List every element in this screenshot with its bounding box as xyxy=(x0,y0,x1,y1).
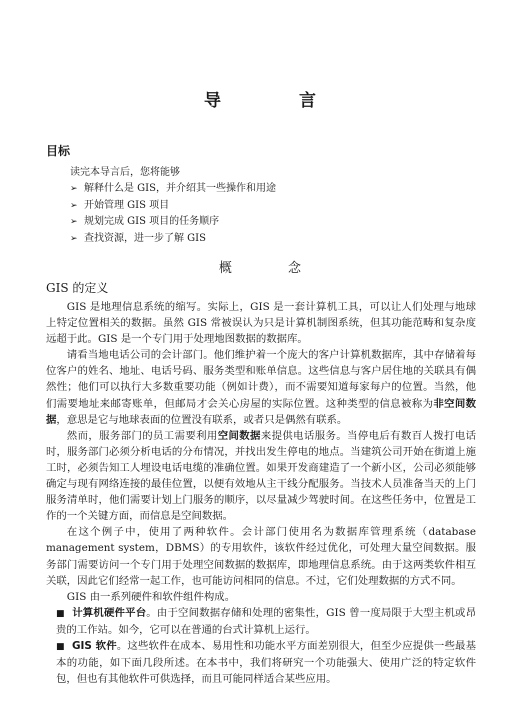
paragraph: 请看当地电话公司的会计部门。他们维护着一个庞大的客户计算机数据库，其中存储着每位客户的姓名、地址、电话号码、服务类型和账单信息。这些信息与客户居住地的关联具有偶然性；他们可以执行大多数重要功能（例如计费），而不需要知道每家每户的位置。当然，他们需要地址来邮寄账单，但邮局才会关心房屋的实际位置。这种类型的信息被称为非空间数据，意思是它与地球表面的位置没有联系，或者只是偶然有联系。 xyxy=(46,349,476,426)
list-item: ➢ 规划完成 GIS 项目的任务顺序 xyxy=(70,214,276,231)
list-item: ➢ 开始管理 GIS 项目 xyxy=(70,198,276,215)
section-title: 概 念 xyxy=(218,261,328,276)
objectives-list xyxy=(70,181,276,247)
paragraph: 然而，服务部门的员工需要利用空间数据来提供电话服务。当停电后有数百人拨打电话时，服务部门必须分析电话的分布情况，并找出发生停电的地点。当建筑公司开始在街道上施工时，必须告知工人埋设电话电缆的准确位置。如果开发商建造了一个新小区，公司必须能够确定与现有网络连接的最佳位置，以便有效地从主干线分配服务。当技术人员准备当天的上门服务清单时，他们需要计划上门服务的顺序，以尽量减少驾驶时间。在这些任务中，位置是工作的一个关键方面，而信息是空间数据。 xyxy=(46,429,477,523)
bullet-item: ■ 计算机硬件平台。由于空间数据存储和处理的密集性，GIS 曾一度局限于大型主机或昂贵的工作站。如今，它可以在普通的台式计算机上运行。 xyxy=(56,606,477,636)
list-item: ➢ 查找资源，进一步了解 GIS xyxy=(70,231,276,248)
list-item: ➢ 解释什么是 GIS，并介绍其一些操作和用途 xyxy=(70,181,276,198)
subsection-title: GIS 的定义 xyxy=(46,281,109,295)
bullet-item: ■ GIS 软件。这些软件在成本、易用性和功能水平方面差别很大，但至少应提供一些最基本的功能，如下面几段所述。在本书中，我们将研究一个功能强大、使用广泛的特定软件包，但也有其他软件可供选择，而且可能同样适合某些应用。 xyxy=(56,639,477,686)
page-title: 导 言 xyxy=(204,91,352,111)
square-bullet-icon: ■ xyxy=(56,641,65,652)
objectives-intro: 读完本导言后，您将能够 xyxy=(70,167,180,178)
paragraph: 在这个例子中，使用了两种软件。会计部门使用名为数据库管理系统（database management system，DBMS）的专用软件，该软件经过优化，可处理大量空间数据。服务部门需要访问一个专门用于处理空间数据的数据库，即地理信息系统。由于这两类软件相互关联，因此它们经常一起工作，也可能访问相同的信息。不过，它们处理数据的方式不同。 xyxy=(46,526,476,587)
arrow-bullet-icon: ➢ xyxy=(70,184,78,194)
paragraph: GIS 由一系列硬件和软件组件构成。 xyxy=(66,590,236,603)
arrow-bullet-icon: ➢ xyxy=(70,233,78,244)
arrow-bullet-icon: ➢ xyxy=(70,200,78,211)
arrow-bullet-icon: ➢ xyxy=(70,217,78,227)
body-text xyxy=(46,299,476,687)
paragraph: GIS 是地理信息系统的缩写。实际上，GIS 是一套计算机工具，可以让人们处理与地球上特定位置相关的数据。虽然 GIS 常被误认为只是计算机制图系统，但其功能范畴和复杂度远超于此。GIS 是一个专门用于处理地图数据的数据库。 xyxy=(46,301,476,346)
objectives-heading: 目标 xyxy=(46,144,71,158)
square-bullet-icon: ■ xyxy=(56,608,65,619)
